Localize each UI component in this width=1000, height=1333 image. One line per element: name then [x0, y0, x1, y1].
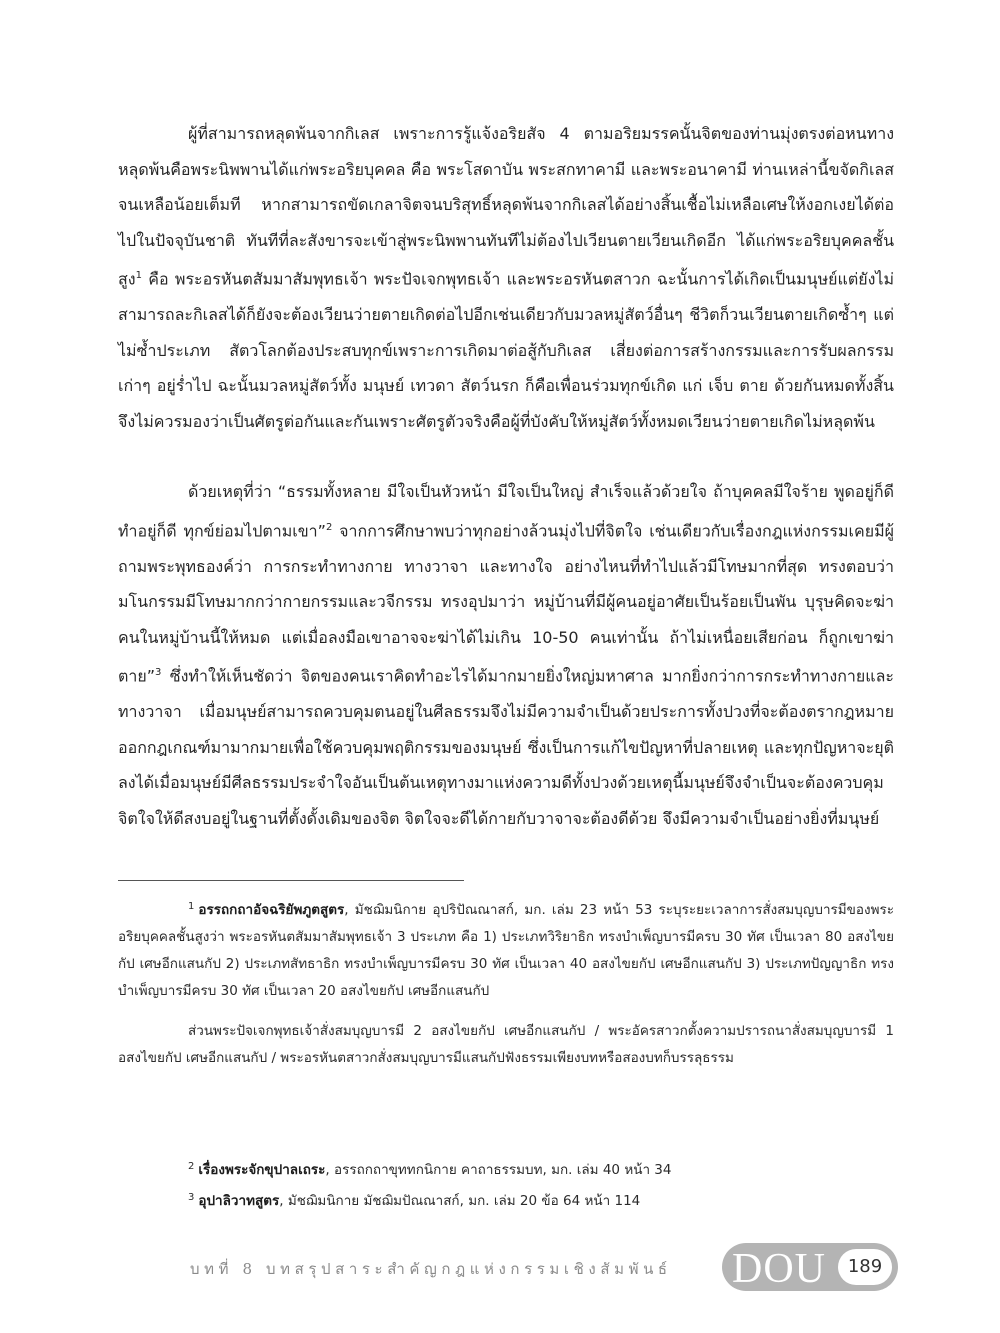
footnote-3-title: อุปาลิวาทสูตร: [198, 1193, 280, 1209]
para2-text-rest: ซึ่งทำให้เห็นชัดว่า จิตของคนเราคิดทำอะไรได้มากมายยิ่งใหญ่มหาศาล มากยิ่งกว่าการกระทำทางกายและทางวาจา เมื่อมนุษย์สามารถควบคุมตนอยู่ในศีลธรรมจึงไม่มีความจำเป็นด้วยประการทั้งปวงที่จะต้องตรากฎหมายออกกฎเกณฑ์มามากมายเพื่อใช้ควบคุมพฤติกรรมของมนุษย์ ซึ่งเป็นการแก้ไขปัญหาที่ปลายเหตุ และทุกปัญหาจะยุติลงได้เมื่อมนุษย์มีศีลธรรมประจำใจอันเป็นต้นเหตุทางมาแห่งความดีทั้งปวงด้วยเหตุนี้มนุษย์จึงจำเป็นจะต้องควบคุมจิตใจให้ดีสงบอยู่ในฐานที่ตั้งดั้งเดิมของจิต จิตใจจะดีได้กายกับวาจาจะต้องดีด้วย จึงมีความจำเป็นอย่างยิ่งที่มนุษย์: [118, 666, 894, 828]
footnote-1: [118, 893, 894, 1005]
footnote-1-cont-text: ส่วนพระปัจเจกพุทธเจ้าสั่งสมบุญบารมี 2 อสงไขยกัป เศษอีกแสนกัป / พระอัครสาวกตั้งความปรารถนาสั่งสมบุญบารมี 1 อสงไขยกัป เศษอีกแสนกัป / พระอรหันตสาวกสั่งสมบุญบารมีแสนกัปฟังธรรมเพียงบทหรือสองบทก็บรรลุธรรม: [118, 1023, 894, 1066]
footnote-2-title: เรื่องพระจักขุปาลเถระ: [198, 1162, 326, 1178]
footnote-divider: [118, 880, 464, 881]
para1-text-rest: คือ พระอรหันตสัมมาสัมพุทธเจ้า พระปัจเจกพุทธเจ้า และพระอรหันตสาวก ฉะนั้นการได้เกิดเป็นมนุษย์แต่ยังไม่สามารถละกิเลสได้ก็ยังจะต้องเวียนว่ายตายเกิดต่อไปอีกเช่นเดียวกับมวลหมู่สัตว์อื่นๆ ชีวิตก็วนเวียนตายเกิดซ้ำๆ แต่ไม่ซ้ำประเภท สัตวโลกต้องประสบทุกข์เพราะการเกิดมาต่อสู้กับกิเลส เสี่ยงต่อการสร้างกรรมและการรับผลกรรมเก่าๆ อยู่ร่ำไป ฉะนั้นมวลหมู่สัตว์ทั้ง มนุษย์ เทวดา สัตว์นรก ก็คือเพื่อนร่วมทุกข์เกิด แก่ เจ็บ ตาย ด้วยกันหมดทั้งสิ้น จึงไม่ควรมองว่าเป็นศัตรูต่อกันและกันเพราะศัตรูตัวจริงคือผู้ที่บังคับให้หมู่สัตว์ทั้งหมดเวียนว่ายตายเกิดไม่หลุดพ้น: [118, 269, 894, 432]
footnote-2-number: 2: [188, 1161, 195, 1172]
footnote-1-continuation: [118, 1018, 894, 1072]
body-paragraph-2: [118, 474, 894, 837]
page-badge: [722, 1243, 898, 1291]
footnote-1-number: 1: [188, 901, 195, 912]
chapter-footer-title: บทที่ 8 บทสรุปสาระสำคัญกฎแห่งกรรมเชิงสัมพันธ์: [190, 1260, 672, 1278]
para2-text-mid: จากการศึกษาพบว่าทุกอย่างล้วนมุ่งไปที่จิตใจ เช่นเดียวกับเรื่องกฎแห่งกรรมเคยมีผู้ถามพระพุทธองค์ว่า การกระทำทางกาย ทางวาจา และทางใจ อย่างไหนที่ทำไปแล้วมีโทษมากที่สุด ทรงตอบว่า มโนกรรมมีโทษมากกว่ากายกรรมและวจีกรรม ทรงอุปมาว่า หมู่บ้านที่มีผู้คนอยู่อาศัยเป็นร้อยเป็นพัน บุรุษคิดจะฆ่าคนในหมู่บ้านนี้ให้หมด แต่เมื่อลงมือเขาอาจจะฆ่าได้ไม่เกิน 10-50 คนเท่านั้น ถ้าไม่เหนื่อยเสียก่อน ก็ถูกเขาฆ่าตาย”: [118, 520, 894, 686]
footnote-ref-3[interactable]: 3: [155, 667, 162, 679]
footnote-3-text: , มัชฌิมนิกาย มัชฌิมปัณณาสก์, มก. เล่ม 20 ข้อ 64 หน้า 114: [279, 1193, 641, 1209]
para1-text: ผู้ที่สามารถหลุดพ้นจากกิเลส เพราะการรู้แจ้งอริยสัจ 4 ตามอริยมรรคนั้นจิตของท่านมุ่งตรงต่อหนทางหลุดพ้นคือพระนิพพานได้แก่พระอริยบุคคล คือ พระโสดาบัน พระสกทาคามี และพระอนาคามี ท่านเหล่านี้ขจัดกิเลสจนเหลือน้อยเต็มที หากสามารถขัดเกลาจิตจนบริสุทธิ์หลุดพ้นจากกิเลสได้อย่างสิ้นเชื้อไม่เหลือเศษให้งอกเงยได้ต่อไปในปัจจุบันชาติ ทันทีที่ละสังขารจะเข้าสู่พระนิพพานทันทีไม่ต้องไปเวียนตายเวียนเกิดอีก ได้แก่พระอริยบุคคลชั้นสูง: [118, 124, 895, 289]
page-number: 189: [838, 1249, 892, 1285]
footnote-ref-1[interactable]: 1: [135, 270, 142, 282]
footnote-2: [118, 1153, 894, 1184]
dou-logo: DOU: [732, 1246, 826, 1292]
footnote-2-text: , อรรถกถาขุททกนิกาย คาถาธรรมบท, มก. เล่ม 40 หน้า 34: [325, 1162, 672, 1178]
para2-text: ด้วยเหตุที่ว่า “ธรรมทั้งหลาย มีใจเป็นหัวหน้า มีใจเป็นใหญ่ สำเร็จแล้วด้วยใจ ถ้าบุคคลมีใจร้าย พูดอยู่ก็ดี ทำอยู่ก็ดี ทุกข์ย่อมไปตามเขา”: [118, 482, 894, 540]
footnote-3-number: 3: [188, 1192, 195, 1203]
footnote-3: [118, 1184, 894, 1215]
footnote-1-title: อรรถกถาอัจฉริยัพภูตสูตร: [198, 902, 345, 918]
body-paragraph-1: [118, 116, 894, 440]
footnote-1-text: , มัชฌิมนิกาย อุปริปัณณาสก์, มก. เล่ม 23 หน้า 53 ระบุระยะเวลาการสั่งสมบุญบารมีของพระอริยบุคคลชั้นสูงว่า พระอรหันตสัมมาสัมพุทธเจ้า 3 ประเภท คือ 1) ประเภทวิริยาธิก ทรงบำเพ็ญบารมีครบ 30 ทัศ เป็นเวลา 80 อสงไขยกัป เศษอีกแสนกัป 2) ประเภทสัทธาธิก ทรงบำเพ็ญบารมีครบ 30 ทัศ เป็นเวลา 40 อสงไขยกัป เศษอีกแสนกัป 3) ประเภทปัญญาธิก ทรงบำเพ็ญบารมีครบ 30 ทัศ เป็นเวลา 20 อสงไขยกัป เศษอีกแสนกัป: [118, 902, 894, 999]
footnote-ref-2[interactable]: 2: [325, 521, 333, 533]
